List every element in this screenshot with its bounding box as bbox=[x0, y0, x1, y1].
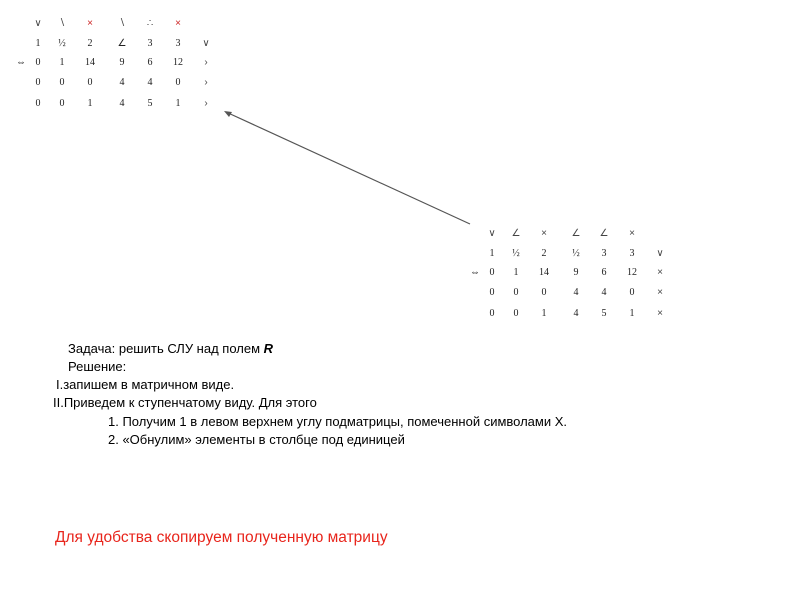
matrix-bottom-header bbox=[466, 228, 676, 246]
matrix-cell: 4 bbox=[119, 77, 125, 88]
header-mark: ∖ bbox=[118, 18, 126, 29]
matrix-cell: 0 bbox=[59, 77, 65, 88]
matrix-cell: 0 bbox=[541, 287, 547, 298]
header-mark: ∨ bbox=[34, 18, 42, 29]
row-side-mark: × bbox=[657, 267, 663, 278]
matrix-cell: 14 bbox=[539, 267, 549, 278]
solution-label: Решение: bbox=[68, 359, 127, 374]
matrix-cell: 0 bbox=[59, 98, 65, 109]
matrix-cell: 5 bbox=[147, 98, 153, 109]
matrix-cell: 3 bbox=[601, 248, 607, 259]
matrix-cell: 1 bbox=[87, 98, 93, 109]
row-side-mark: ∨ bbox=[656, 248, 664, 259]
matrix-cell: 1 bbox=[541, 308, 547, 319]
matrix-row bbox=[466, 287, 676, 305]
matrix-cell: 14 bbox=[85, 57, 95, 68]
header-mark: ∠ bbox=[599, 228, 609, 239]
header-mark: × bbox=[629, 228, 635, 239]
matrix-cell: 3 bbox=[147, 38, 153, 49]
task-title-prefix: Задача: решить СЛУ над полем bbox=[68, 341, 264, 356]
matrix-cell: 0 bbox=[513, 287, 519, 298]
row-side-mark: × bbox=[657, 287, 663, 298]
matrix-cell: 6 bbox=[601, 267, 607, 278]
matrix-cell: ½ bbox=[58, 38, 66, 49]
row-side-mark: › bbox=[204, 77, 208, 88]
matrix-cell: 2 bbox=[87, 38, 93, 49]
step-two: II.Приведем к ступенчатому виду. Для этого bbox=[53, 395, 317, 410]
matrix-cell: 1 bbox=[35, 38, 41, 49]
matrix-cell: 0 bbox=[489, 308, 495, 319]
matrix-cell: 0 bbox=[175, 77, 181, 88]
header-mark: × bbox=[175, 18, 181, 29]
matrix-cell: 4 bbox=[601, 287, 607, 298]
header-mark: ∖ bbox=[58, 18, 66, 29]
matrix-row bbox=[466, 248, 676, 266]
matrix-cell: 1 bbox=[489, 248, 495, 259]
matrix-cell: 0 bbox=[489, 287, 495, 298]
matrix-cell: 12 bbox=[627, 267, 637, 278]
matrix-cell: 0 bbox=[629, 287, 635, 298]
matrix-cell: 0 bbox=[87, 77, 93, 88]
task-title bbox=[68, 341, 273, 356]
header-mark: × bbox=[541, 228, 547, 239]
matrix-cell: 4 bbox=[573, 287, 579, 298]
matrix-cell: 9 bbox=[119, 57, 125, 68]
matrix-cell: 4 bbox=[573, 308, 579, 319]
matrix-cell: 0 bbox=[35, 98, 41, 109]
matrix-cell: 4 bbox=[119, 98, 125, 109]
header-mark: ∨ bbox=[488, 228, 496, 239]
copy-note: Для удобства скопируем полученную матрицу bbox=[55, 529, 388, 546]
matrix-cell: ∠ bbox=[117, 38, 127, 49]
matrix-cell: 5 bbox=[601, 308, 607, 319]
matrix-cell: 0 bbox=[489, 267, 495, 278]
matrix-cell: 4 bbox=[147, 77, 153, 88]
matrix-cell: 3 bbox=[629, 248, 635, 259]
row-equivalence-marker: ⇔ bbox=[16, 57, 26, 68]
matrix-row bbox=[466, 308, 676, 326]
matrix-cell: 1 bbox=[175, 98, 181, 109]
header-mark: × bbox=[87, 18, 93, 29]
substep-one: 1. Получим 1 в левом верхнем углу подматрицы, помеченной символами X. bbox=[108, 414, 568, 429]
row-equivalence-marker: ⇔ bbox=[470, 267, 480, 278]
row-side-mark: × bbox=[657, 308, 663, 319]
matrix-cell: 9 bbox=[573, 267, 579, 278]
substep-two: 2. «Обнулим» элементы в столбце под единицей bbox=[108, 432, 405, 447]
matrix-cell: 3 bbox=[175, 38, 181, 49]
matrix-bottom bbox=[466, 228, 676, 328]
matrix-row bbox=[466, 267, 676, 285]
matrix-cell: 0 bbox=[35, 77, 41, 88]
header-mark: ∠ bbox=[511, 228, 521, 239]
row-side-mark: › bbox=[204, 98, 208, 109]
row-side-mark: ∨ bbox=[202, 38, 210, 49]
matrix-cell: 0 bbox=[35, 57, 41, 68]
header-mark: ∴ bbox=[146, 18, 154, 29]
matrix-cell: 1 bbox=[59, 57, 65, 68]
matrix-cell: 6 bbox=[147, 57, 153, 68]
matrix-cell: ½ bbox=[572, 248, 580, 259]
header-mark: ∠ bbox=[571, 228, 581, 239]
matrix-cell: 1 bbox=[629, 308, 635, 319]
step-one: I.запишем в матричном виде. bbox=[56, 377, 235, 392]
matrix-cell: 2 bbox=[541, 248, 547, 259]
task-field: R bbox=[263, 341, 274, 356]
matrix-cell: 12 bbox=[173, 57, 183, 68]
matrix-cell: 1 bbox=[513, 267, 519, 278]
row-side-mark: › bbox=[204, 57, 208, 68]
matrix-cell: ½ bbox=[512, 248, 520, 259]
matrix-cell: 0 bbox=[513, 308, 519, 319]
